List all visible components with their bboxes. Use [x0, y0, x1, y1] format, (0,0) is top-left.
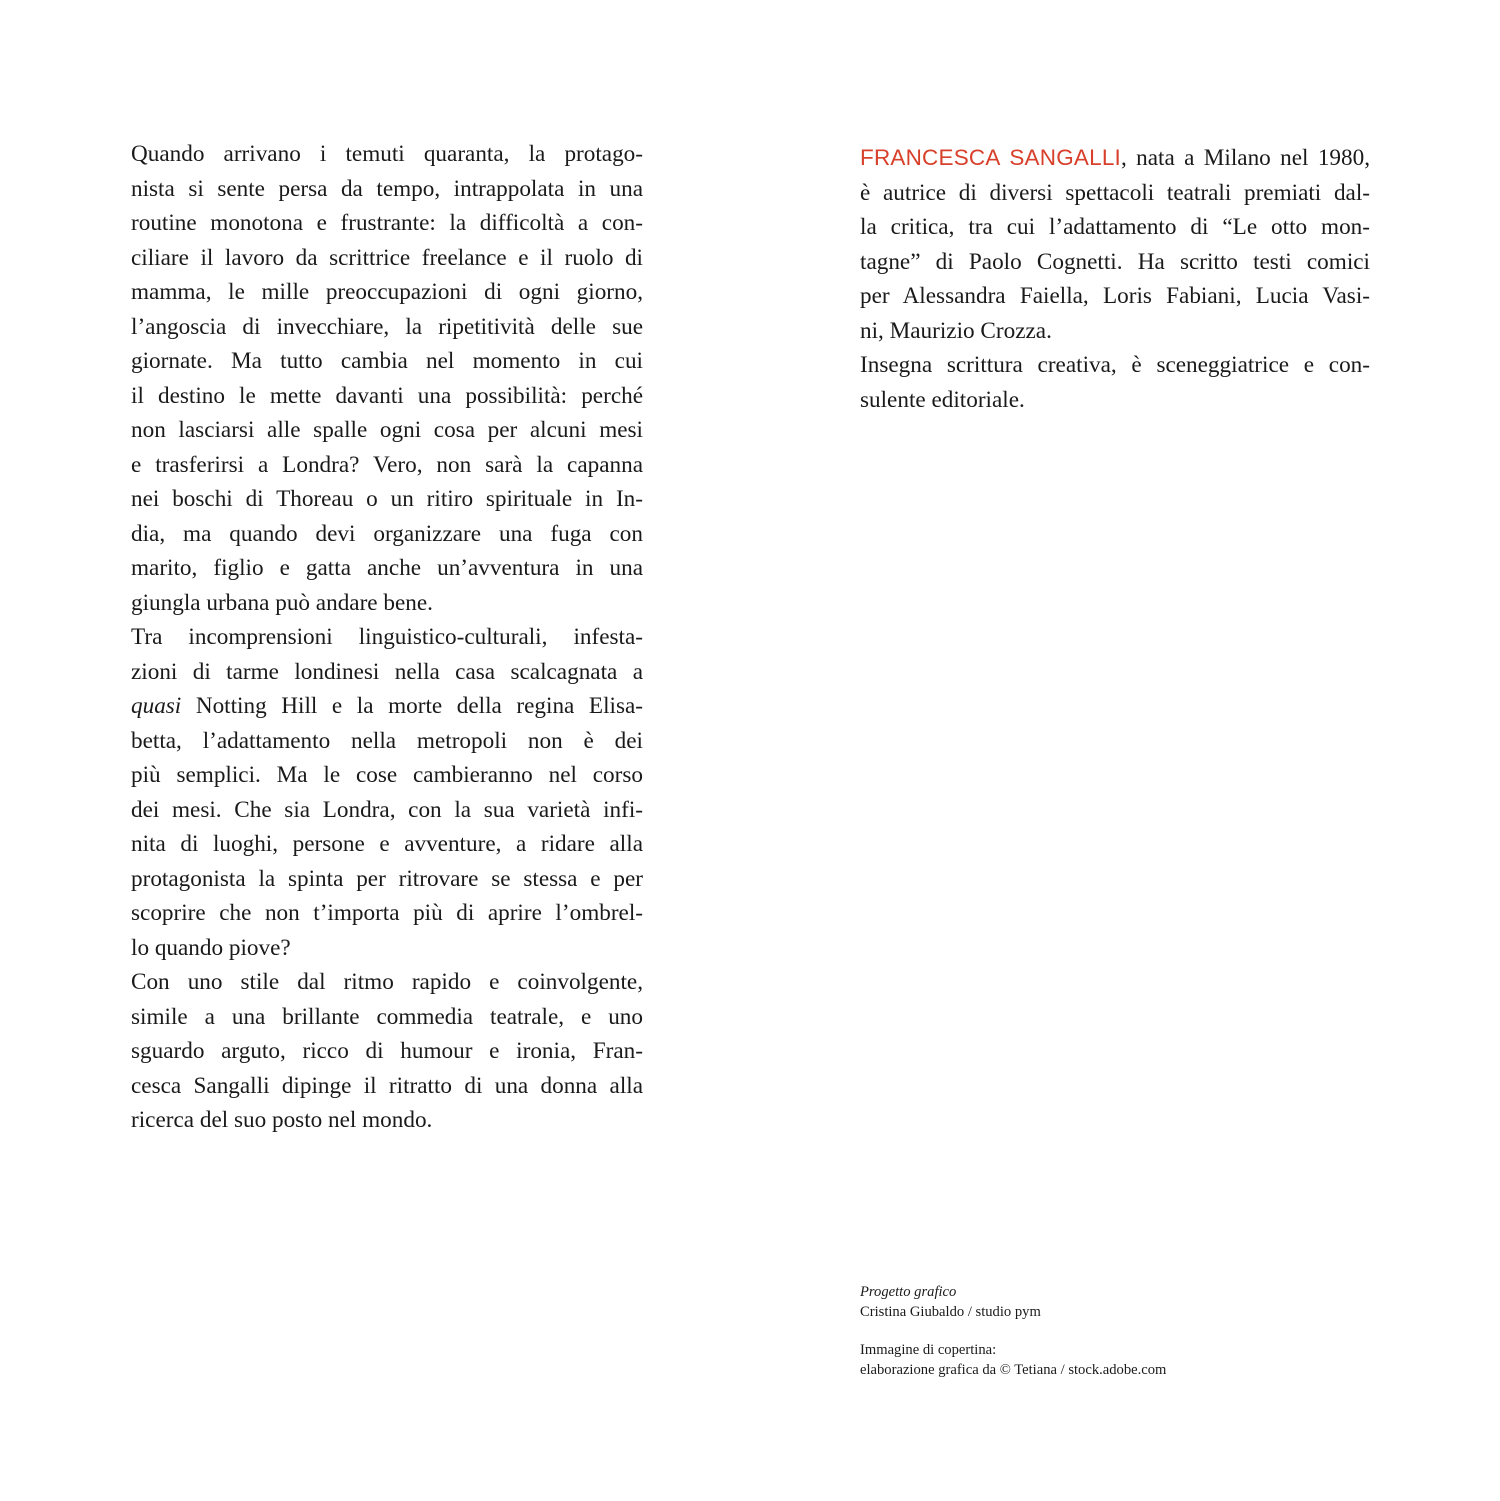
italic-word: quasi — [131, 693, 182, 719]
author-bio-line: è autrice di diversi spettacoli teatrali premiati dal- — [860, 179, 1370, 206]
author-bio-line: per Alessandra Faiella, Loris Fabiani, Lucia Vasi- — [860, 283, 1370, 309]
author-bio-line: tagne” di Paolo Cognetti. Ha scritto testi comici — [860, 248, 1370, 275]
synopsis-line: betta, l’adattamento nella metropoli non è dei — [131, 727, 643, 754]
synopsis-line: dei mesi. Che sia Londra, con la sua varietà infi- — [131, 796, 643, 823]
design-credit-value: Cristina Giubaldo / studio pym — [860, 1303, 1041, 1320]
author-bio-line: Insegna scrittura creativa, è sceneggiatrice e con- — [860, 352, 1370, 378]
synopsis-line: protagonista la spinta per ritrovare se stessa e per — [131, 865, 643, 892]
synopsis-line: nei boschi di Thoreau o un ritiro spirituale in In- — [131, 486, 643, 512]
synopsis-line: ciliare il lavoro da scrittrice freelance e il ruolo di — [131, 244, 643, 271]
synopsis-line: zioni di tarme londinesi nella casa scalcagnata a — [131, 658, 643, 685]
synopsis-line: più semplici. Ma le cose cambieranno nel corso — [131, 762, 643, 788]
synopsis-line: Con uno stile dal ritmo rapido e coinvolgente, — [131, 969, 643, 995]
synopsis-line: l’angoscia di invecchiare, la ripetitività delle sue — [131, 313, 643, 340]
synopsis-line: routine monotona e frustrante: la difficoltà a con- — [131, 210, 643, 236]
synopsis-line: non lasciarsi alle spalle ogni cosa per alcuni mesi — [131, 417, 643, 443]
synopsis-line: simile a una brillante commedia teatrale, e uno — [131, 1003, 643, 1030]
synopsis-line: Tra incomprensioni linguistico-culturali, infesta- — [131, 624, 643, 650]
author-bio-first-line — [860, 141, 1370, 176]
synopsis-line: lo quando piove? — [131, 934, 291, 961]
synopsis-line: marito, figlio e gatta anche un’avventura in una — [131, 555, 643, 581]
credits — [860, 1283, 1280, 1380]
synopsis-line: mamma, le mille preoccupazioni di ogni giorno, — [131, 279, 643, 305]
synopsis-text — [131, 137, 643, 1138]
author-bio-first-line-rest: , nata a Milano nel 1980, — [1121, 145, 1370, 171]
design-credit-label: Progetto grafico — [860, 1284, 957, 1300]
synopsis-line: cesca Sangalli dipinge il ritratto di una donna alla — [131, 1072, 643, 1099]
author-bio-line: sulente editoriale. — [860, 386, 1025, 413]
author-bio-line: la critica, tra cui l’adattamento di “Le otto mon- — [860, 214, 1370, 240]
synopsis-line: nita di luoghi, persone e avventure, a ridare alla — [131, 831, 643, 857]
synopsis-line: quasi Notting Hill e la morte della regina Elisa- — [131, 693, 643, 719]
author-bio — [860, 141, 1370, 417]
synopsis-line: sguardo arguto, ricco di humour e ironia, Fran- — [131, 1038, 643, 1064]
synopsis-line: scoprire che non t’importa più di aprire l’ombrel- — [131, 900, 643, 926]
synopsis-line: nista si sente persa da tempo, intrappolata in una — [131, 175, 643, 202]
author-name: FRANCESCA SANGALLI — [860, 145, 1121, 170]
author-bio-lines — [860, 176, 1370, 418]
synopsis-line: dia, ma quando devi organizzare una fuga con — [131, 520, 643, 547]
synopsis-line: giornate. Ma tutto cambia nel momento in cui — [131, 348, 643, 374]
cover-credit-label: Immagine di copertina: — [860, 1342, 997, 1359]
cover-credit-value: elaborazione grafica da © Tetiana / stock.adobe.com — [860, 1361, 1167, 1378]
author-bio-line: ni, Maurizio Crozza. — [860, 317, 1052, 344]
synopsis-line: Quando arrivano i temuti quaranta, la protago- — [131, 141, 643, 167]
synopsis-line: ricerca del suo posto nel mondo. — [131, 1107, 433, 1133]
synopsis-line: giungla urbana può andare bene. — [131, 589, 433, 616]
synopsis-line: il destino le mette davanti una possibilità: perché — [131, 382, 643, 409]
synopsis-line: e trasferirsi a Londra? Vero, non sarà la capanna — [131, 451, 643, 478]
